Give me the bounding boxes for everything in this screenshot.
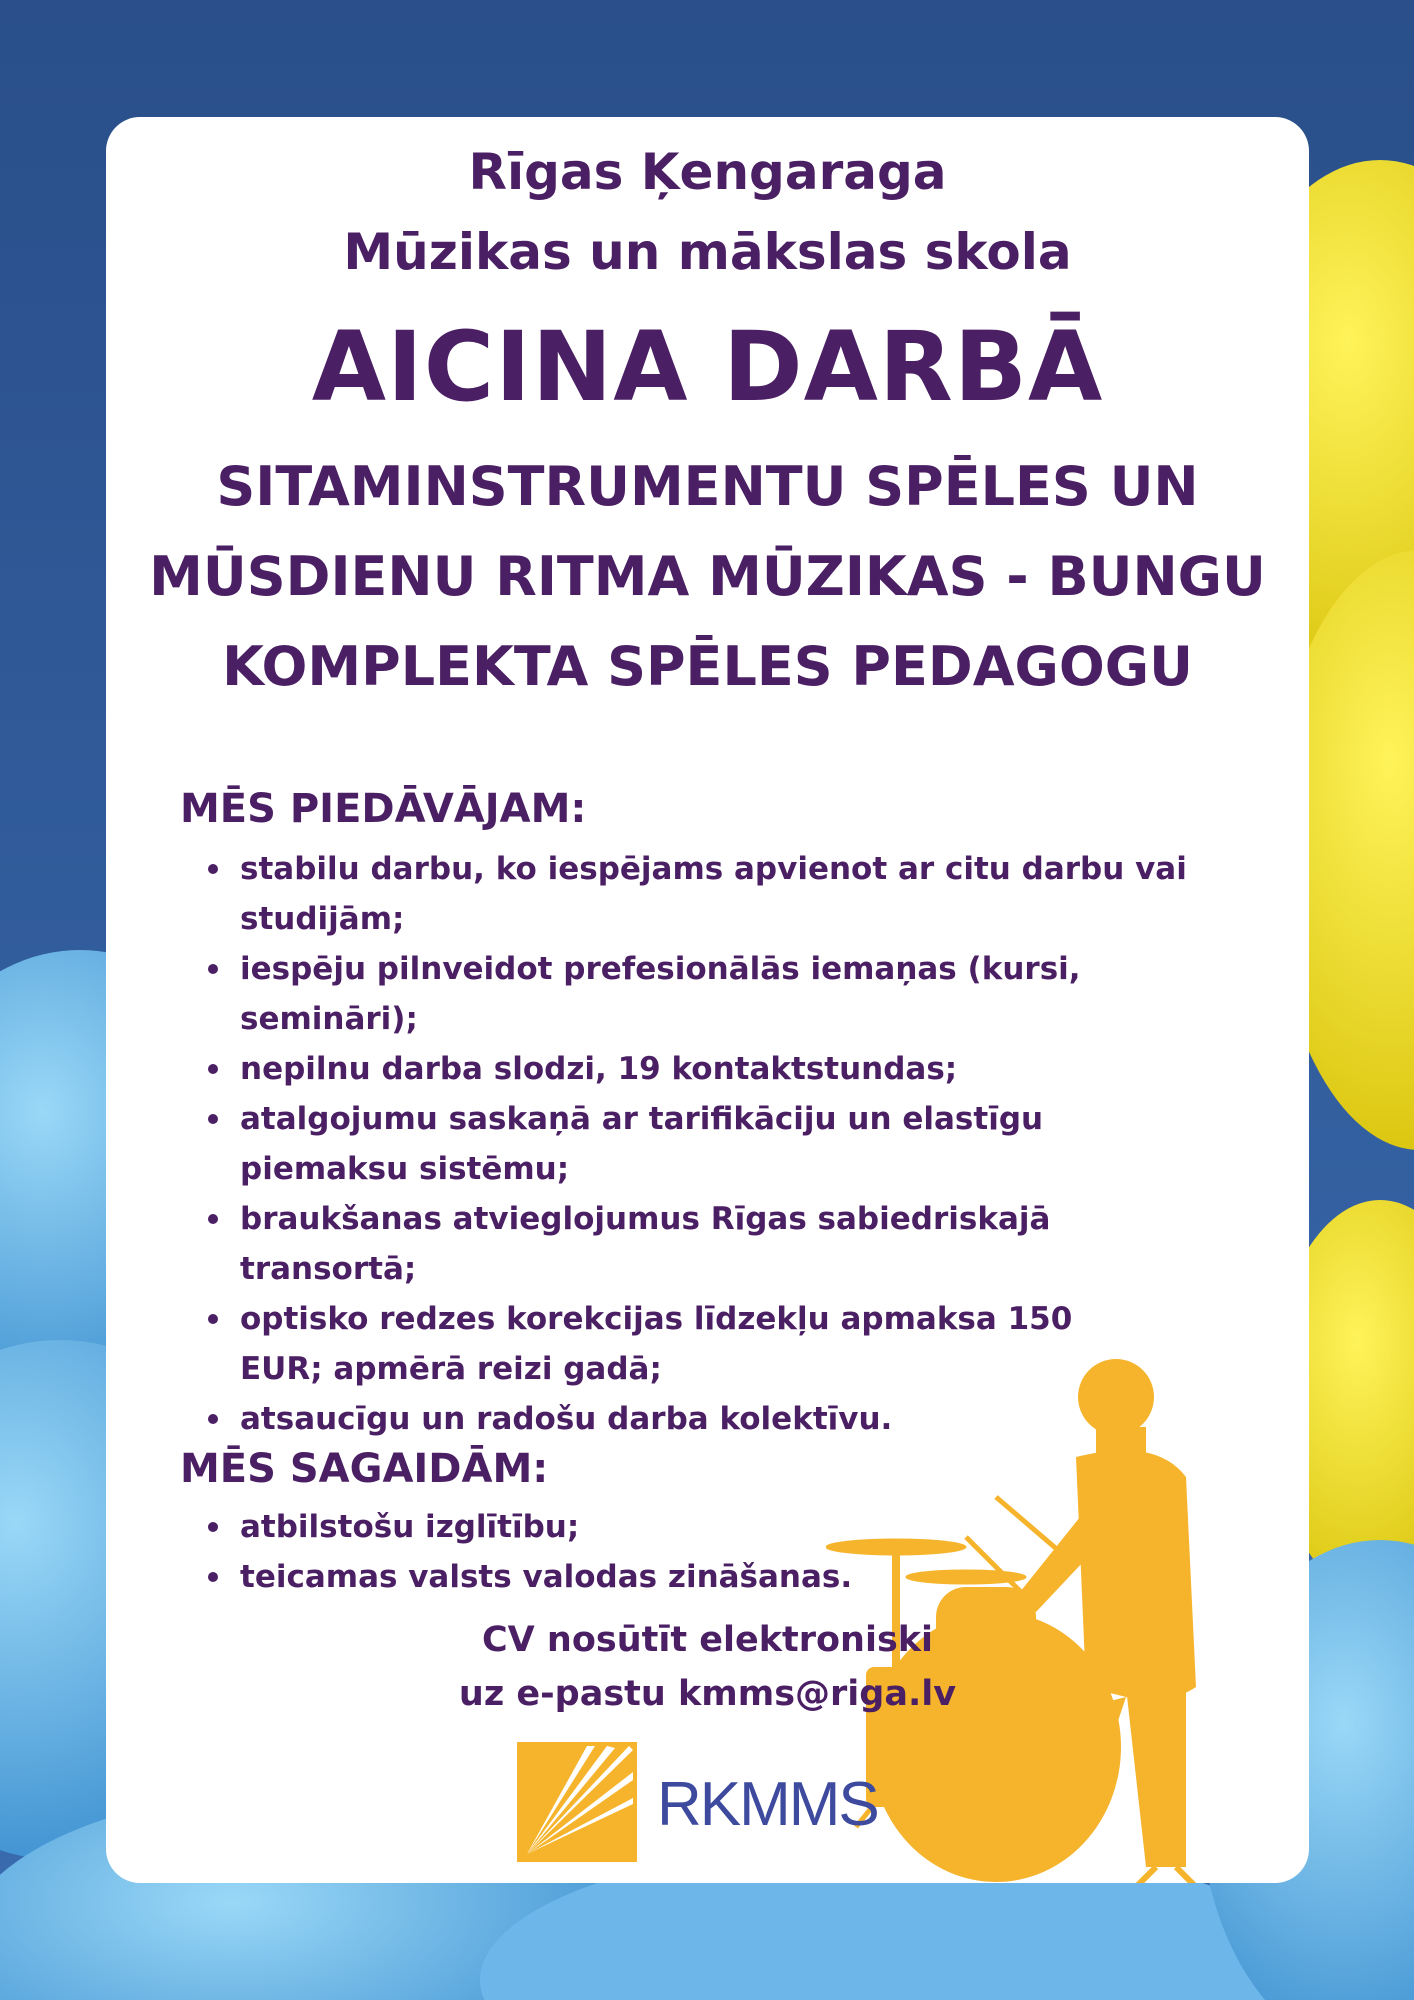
position-title-line2: MŪSDIENU RITMA MŪZIKAS - BUNGU <box>149 545 1266 608</box>
poster-card <box>106 117 1309 1883</box>
list-item: braukšanas atvieglojumus Rīgas sabiedriskajā transortā; <box>180 1194 1210 1294</box>
school-name-line2: Mūzikas un mākslas skola <box>343 223 1072 281</box>
list-item: iespēju pilnveidot prefesionālās iemaņas (kursi, semināri); <box>180 944 1210 1044</box>
list-item: atsaucīgu un radošu darba kolektīvu. <box>180 1394 1210 1444</box>
expect-list <box>180 1502 1210 1602</box>
list-item: teicamas valsts valodas zināšanas. <box>180 1552 1210 1602</box>
offer-heading: MĒS PIEDĀVĀJAM: <box>180 786 587 832</box>
list-item: atalgojumu saskaņā ar tarifikāciju un elastīgu piemaksu sistēmu; <box>180 1094 1210 1194</box>
list-item: nepilnu darba slodzi, 19 kontaktstundas; <box>180 1044 1210 1094</box>
school-logo <box>517 1742 917 1867</box>
list-item: atbilstošu izglītību; <box>180 1502 1210 1552</box>
list-item: optisko redzes korekcijas līdzekļu apmaksa 150 EUR; apmērā reizi gadā; <box>180 1294 1140 1394</box>
headline: AICINA DARBĀ <box>311 311 1104 423</box>
school-name-line1: Rīgas Ķengaraga <box>468 143 947 201</box>
logo-text: RKMMS <box>657 1770 878 1839</box>
position-title-line3: KOMPLEKTA SPĒLES PEDAGOGU <box>222 635 1193 698</box>
contact-email-line[interactable]: uz e-pastu kmms@riga.lv <box>458 1674 957 1714</box>
contact-line1: CV nosūtīt elektroniski <box>481 1620 934 1660</box>
offer-list <box>180 844 1210 1444</box>
sunburst-logo-icon <box>517 1742 637 1862</box>
position-title <box>106 442 1309 712</box>
list-item: stabilu darbu, ko iespējams apvienot ar citu darbu vai studijām; <box>180 844 1210 944</box>
expect-heading: MĒS SAGAIDĀM: <box>180 1446 549 1492</box>
position-title-line1: SITAMINSTRUMENTU SPĒLES UN <box>216 455 1199 518</box>
